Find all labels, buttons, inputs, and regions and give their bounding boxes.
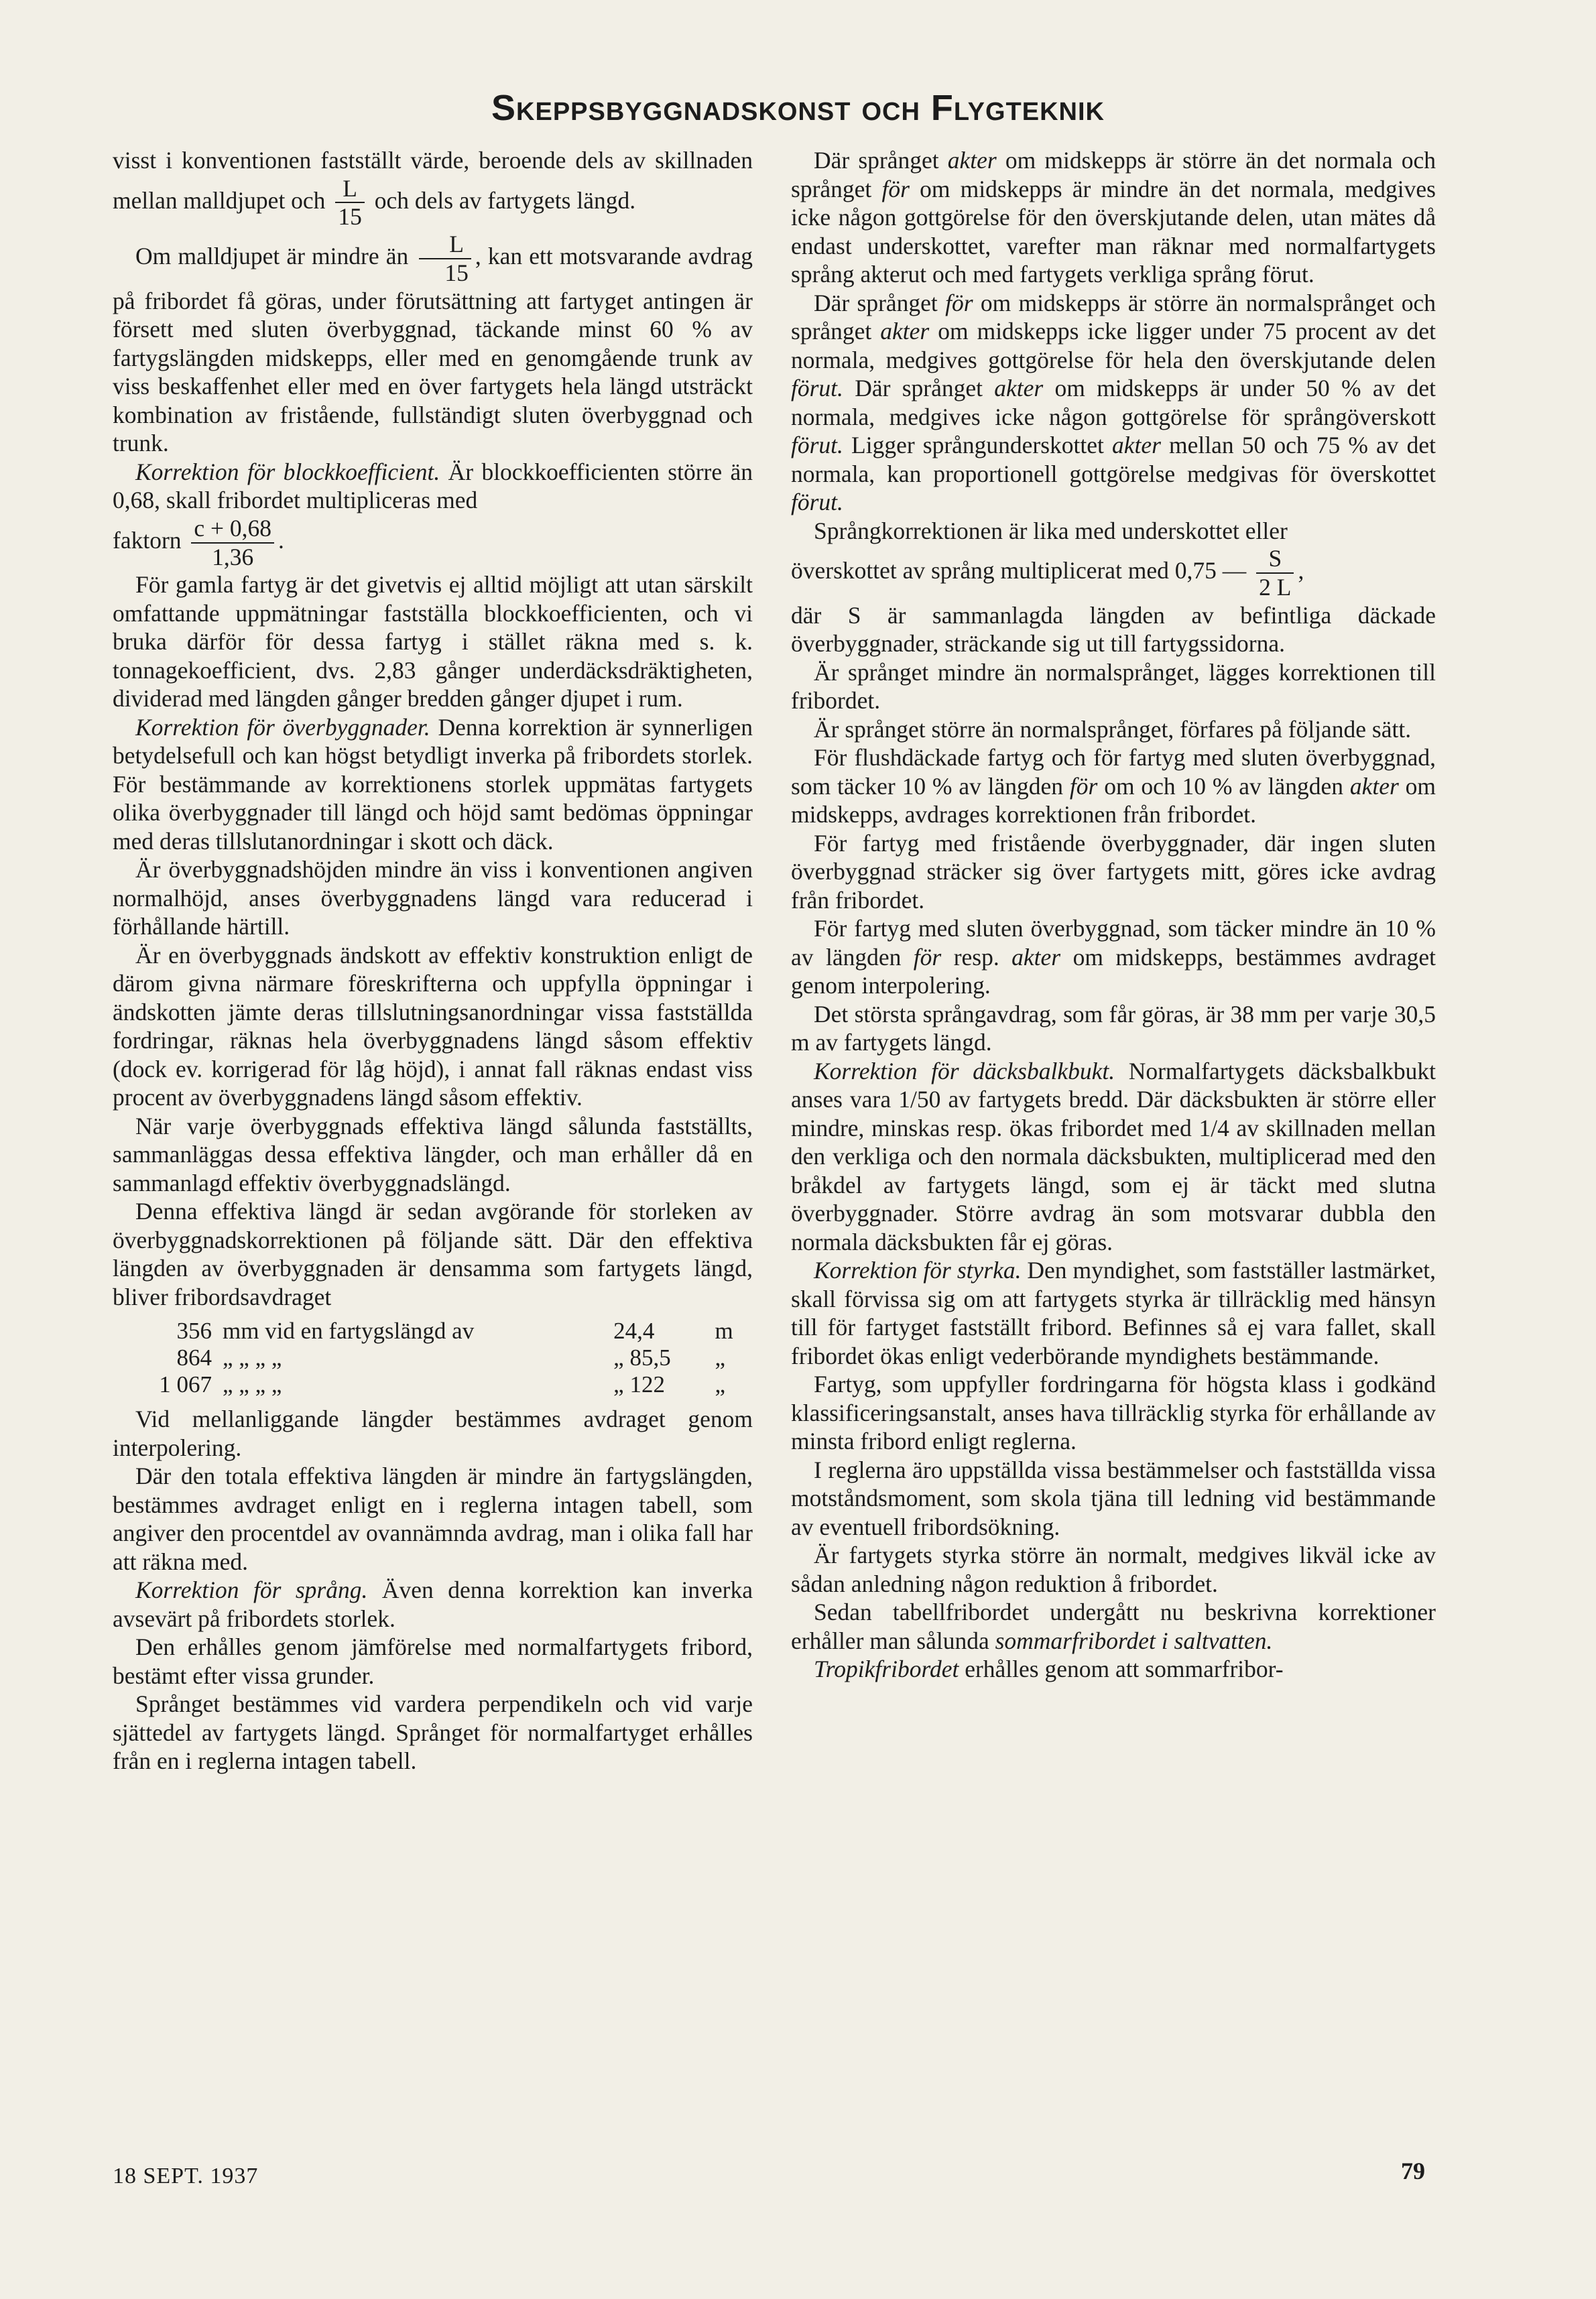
- formula: faktorn $\frac{c + 0,68}{1,36}$ .: [113, 514, 284, 570]
- paragraph: Korrektion för språng. Även denna korrektion kan inverka avsevärt på fribordets storlek.: [113, 1576, 753, 1632]
- section-title: Korrektion för styrka.: [814, 1257, 1022, 1284]
- paragraph: Tropikfribordet erhålles genom att sommarfribor-: [814, 1656, 1284, 1683]
- fraction: $\frac{L}{15}$: [419, 231, 471, 287]
- section-title: Korrektion för språng.: [135, 1576, 368, 1604]
- page-number: 79: [1401, 2158, 1425, 2184]
- section-title: Korrektion för överbyggnader.: [135, 713, 430, 741]
- paragraph: Vid mellanliggande längder bestämmes avdraget genom interpolering.: [113, 1406, 753, 1461]
- formula: överskottet av språng multiplicerat med 0,75 — $\frac{S}{2 L}$ ,: [791, 545, 1304, 601]
- paragraph: Där den totala effektiva längden är mindre än fartygslängden, bestämmes avdraget enligt en i reglerna intagen tabell, som angiver den procentdel av ovannämnda avdrag, man i olika fall har att räkna med.: [113, 1463, 753, 1575]
- fraction: $\frac{L}{15}$: [335, 175, 365, 231]
- paragraph: Korrektion för blockkoefficient. Är blockkoefficienten större än 0,68, skall fribordet multipliceras med: [113, 458, 753, 514]
- section-title: Tropikfribordet: [814, 1656, 959, 1683]
- paragraph: För gamla fartyg är det givetvis ej alltid möjligt att utan särskilt omfattande uppmätningar fastställa blockkoefficienten, och vi bruka därför för dessa fartyg i stället räkna med s. k. tonnagekoefficient, dvs. 2,83 gånger underdäcksdräktigheten, dividerad med längden gånger bredden gånger djupet i rum.: [113, 571, 753, 712]
- paragraph: Fartyg, som uppfyller fordringarna för högsta klass i godkänd klassificeringsanstalt, anses hava tillräcklig styrka för erhållande av minsta fribord enligt reglerna.: [791, 1371, 1436, 1455]
- paragraph: Sedan tabellfribordet undergått nu beskrivna korrektioner erhåller man sålunda sommarfribordet i saltvatten.: [791, 1599, 1436, 1654]
- paragraph: där S är sammanlagda längden av befintliga däckade överbyggnader, sträckande sig ut till fartygssidorna.: [791, 601, 1436, 658]
- paragraph: Är överbyggnadshöjden mindre än viss i konventionen angiven normalhöjd, anses överbyggnadens längd vara reducerad i förhållande härtill.: [113, 856, 753, 940]
- deduction-table: [113, 1318, 753, 1398]
- paragraph: Det största språngavdrag, som får göras, är 38 mm per varje 30,5 m av fartygets längd.: [791, 1000, 1436, 1056]
- right-column: [791, 146, 1436, 1684]
- paragraph: Är språnget större än normalsprånget, förfares på följande sätt.: [814, 715, 1412, 743]
- paragraph: För fartyg med fristående överbyggnader, där ingen sluten överbyggnad sträcker sig över fartygets mitt, göres icke avdrag från fribordet.: [791, 829, 1436, 914]
- paragraph: Den erhålles genom jämförelse med normalfartygets fribord, bestämt efter vissa grunder.: [113, 1633, 753, 1689]
- paragraph: Är språnget mindre än normalsprånget, lägges korrektionen till fribordet.: [791, 658, 1436, 714]
- fraction: $\frac{S}{2 L}$: [1256, 545, 1294, 601]
- issue-date: 18 SEPT. 1937: [113, 2164, 259, 2188]
- paragraph: I reglerna äro uppställda vissa bestämmelser och fastställda vissa motståndsmoment, som skola tjäna till ledning vid bestämmande av eventuell fribordsökning.: [791, 1456, 1436, 1540]
- paragraph: För fartyg med sluten överbyggnad, som täcker mindre än 10 % av längden för resp. akter om midskepps, bestämmes avdraget genom interpolering.: [791, 915, 1436, 999]
- paragraph: Denna effektiva längd är sedan avgörande för storleken av överbyggnadskorrektionen på följande sätt. Där den effektiva längden av överbyggnaden är densamma som fartygets längd, bliver fribordsavdraget: [113, 1198, 753, 1310]
- paragraph: För flushdäckade fartyg och för fartyg med sluten överbyggnad, som täcker 10 % av längden för om och 10 % av längden akter om midskepps, avdrages korrektionen från fribordet.: [791, 744, 1436, 828]
- paragraph: Språngkorrektionen är lika med underskottet eller: [814, 517, 1288, 544]
- paragraph: visst i konventionen fastställt värde, beroende dels av skillnaden mellan malldjupet och $\frac{L}{15}$ och dels av fartygets längd.: [113, 147, 753, 231]
- page-header: Skeppsbyggnadskonst och Flygteknik: [491, 88, 1105, 128]
- paragraph: Om malldjupet är mindre än $\frac{L}{15}$ , kan ett motsvarande avdrag på fribordet få göras, under förutsättning att fartyget antingen är försett med sluten överbyggnad, täckande minst 60 % av fartygslängden midskepps, eller med en genomgående trunk av viss beskaffenhet eller med en över fartygets hela längd utsträckt kombination av fristående, fullständigt sluten överbyggnad och trunk.: [113, 231, 753, 457]
- section-title: Korrektion för blockkoefficient.: [135, 458, 440, 485]
- section-title: Korrektion för däcksbalkbukt.: [814, 1057, 1115, 1084]
- fraction: $\frac{c + 0,68}{1,36}$: [191, 515, 274, 571]
- paragraph: Där språnget akter om midskepps är större än det normala och språnget för om midskepps är mindre än det normala, medgives icke någon gottgörelse för den överskjutande delen, utan mätes då endast underskottet, varefter man räknar med normalfartygets språng akterut och med fartygets verkliga språng förut.: [791, 147, 1436, 288]
- left-column: [113, 146, 753, 1776]
- table-row: 864 „ „ „ „ „ 85,5 „: [176, 1345, 726, 1371]
- paragraph: När varje överbyggnads effektiva längd sålunda fastställts, sammanläggas dessa effektiva längder, och man erhåller då en sammanlagd effektiv överbyggnadslängd.: [113, 1112, 753, 1196]
- table-row: 1 067 „ „ „ „ „ 122 „: [159, 1371, 726, 1398]
- paragraph: Språnget bestämmes vid vardera perpendikeln och vid varje sjättedel av fartygets längd. Språnget för normalfartyget erhålles från en i reglerna intagen tabell.: [113, 1690, 753, 1775]
- table-row: 356 mm vid en fartygslängd av 24,4 m: [176, 1318, 733, 1345]
- paragraph: Korrektion för däcksbalkbukt. Normalfartygets däcksbalkbukt anses vara 1/50 av fartygets bredd. Där däcksbukten är större eller mindre, minskas resp. ökas fribordet med 1/4 av skillnaden mellan den verkliga och den normala däcksbukten, multiplicerad med den bråkdel av fartygets längd, som ej är täckt med slutna överbyggnader. Större avdrag än som motsvarar dubbla den normala däcksbukten får ej göras.: [791, 1057, 1436, 1255]
- paragraph: Korrektion för styrka. Den myndighet, som fastställer lastmärket, skall förvissa sig om att fartygets styrka är tillräcklig med hänsyn till för fartyget fastställt fribord. Befinnes så ej vara fallet, skall fribordet ökas enligt vederbörande myndighets bestämmande.: [791, 1257, 1436, 1369]
- paragraph: Är fartygets styrka större än normalt, medgives likväl icke av sådan anledning någon reduktion å fribordet.: [791, 1542, 1436, 1597]
- paragraph: Är en överbyggnads ändskott av effektiv konstruktion enligt de därom givna närmare föreskrifterna och uppfylla öppningar i ändskotten jämte deras tillslutningsanordningar vissa fastställda fordringar, räknas hela överbyggnadens längd såsom effektiv (dock ev. korrigerad för låg höjd), i annat fall räknas endast viss procent av överbyggnadens längd såsom effektiv.: [113, 941, 753, 1111]
- paragraph: Där språnget för om midskepps är större än normalsprånget och språnget akter om midskepps icke ligger under 75 procent av det normala, medgives gottgörelse för hela den överskjutande delen förut. Där språnget akter om midskepps är under 50 % av det normala, medgives icke någon gottgörelse för språngöverskott förut. Ligger språngunderskottet akter mellan 50 och 75 % av det normala, kan proportionell gottgörelse medgivas för överskottet förut.: [791, 289, 1436, 515]
- paragraph: Korrektion för överbyggnader. Denna korrektion är synnerligen betydelsefull och kan högst betydligt inverka på fribordets storlek. För bestämmande av korrektionens storlek uppmätas fartygets olika överbyggnader till längd och höjd samt bedömas öppningar med deras tillslutanordningar i skott och däck.: [113, 713, 753, 855]
